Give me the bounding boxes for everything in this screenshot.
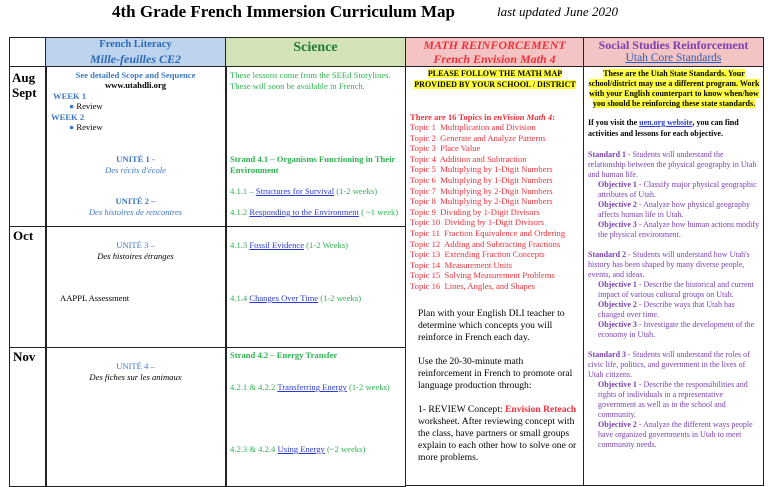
- uen-visit-text: If you visit the uen.org website, you can find activities and lessons for each objective.: [588, 118, 739, 138]
- math-topic: Topic 13 Extending Fraction Concepts: [410, 249, 545, 260]
- science-item-4-1-3: 4.1.3 Fossil Evidence (1-2 Weeks): [230, 240, 349, 250]
- math-topic: Topic 7 Multiplying by 2-Digit Numbers: [410, 185, 553, 196]
- science-item-4-2-1: 4.2.1 & 4.2.2 Transferring Energy (1-2 weeks): [230, 382, 390, 392]
- standard-1: Standard 1 - Students will understand the relationship between the physical geography in Utah and human life. Objective 1 - Classify major physical geographic attributes of Utah. Objective 2 - Analyze how physical geography affects human life in Utah. Objective 3 - Analyze how human actions modify the physical environment.: [588, 150, 762, 240]
- math-topic: Topic 12 Adding and Subtracting Fractions: [410, 238, 561, 249]
- last-updated: last updated June 2020: [497, 4, 618, 19]
- french-header-title: French Literacy: [99, 39, 172, 50]
- week-1-review: ● Review: [69, 101, 103, 111]
- strand-4-2: Strand 4.2 – Energy Transfer: [230, 350, 338, 360]
- math-topic: Topic 9 Dividing by 1-Digit Divisors: [410, 206, 540, 217]
- using-energy-link[interactable]: Using Energy: [277, 444, 325, 454]
- unit-4-title: Des fiches sur les animaux: [89, 372, 182, 382]
- objective: Objective 1 - Describe the responsibilities and rights of individuals in a representative government as well as in the school and community.: [598, 380, 748, 419]
- week-1-label: WEEK 1: [53, 91, 87, 101]
- month-nov: Nov: [13, 349, 36, 364]
- math-topic: Topic 1 Multiplication and Division: [410, 122, 536, 132]
- utahdli-site: www.utahdli.org: [104, 80, 167, 90]
- standard-2: Standard 2 - Students will understand how Utah's history has been shaped by many diverse people, events, and ideas. Objective 1 - Describe the historical and current impact of various cultural groups on Utah. Objective 2 - Describe ways that Utah has changed over time. Objective 3 - Investigate the development of the economy in Utah.: [588, 250, 762, 340]
- unit-1-label: UNITÉ 1 -: [116, 154, 155, 164]
- changes-over-time-link[interactable]: Changes Over Time: [249, 293, 319, 303]
- transferring-energy-link[interactable]: Transferring Energy: [277, 382, 347, 392]
- social-header-title: Social Studies Reinforcement: [598, 38, 749, 52]
- week-2-review: ● Review: [69, 122, 103, 132]
- month-aug-sept: Aug Sept: [12, 70, 37, 100]
- math-topic: Topic 11 Fraction Equivalence and Ordering: [410, 227, 566, 238]
- math-topic: Topic 14 Measurement Units: [410, 259, 513, 270]
- science-item-4-1-4: 4.1.4 Changes Over Time (1-2 weeks): [230, 293, 362, 303]
- fossil-evidence-link[interactable]: Fossil Evidence: [249, 240, 305, 250]
- math-topic: Topic 16 Lines, Angles, and Shapes: [410, 280, 535, 291]
- objective: Objective 3 - Investigate the development of the economy in Utah.: [598, 320, 755, 339]
- math-topic: Topic 2 Generate and Analyze Patterns: [410, 132, 546, 143]
- page-title: 4th Grade French Immersion Curriculum Map: [112, 2, 455, 21]
- french-header-subtitle: Mille-feuilles CE2: [90, 52, 181, 66]
- utah-core-standards-link[interactable]: Utah Core Standards: [625, 52, 722, 64]
- math-notice: PLEASE FOLLOW THE MATH MAP PROVIDED BY YOUR SCHOOL / DISTRICT: [414, 69, 576, 89]
- strand-4-1: Strand 4.1 – Organisms Functioning in Their Environment: [230, 154, 396, 175]
- unit-3-label: UNITÉ 3 –: [116, 240, 155, 250]
- objective: Objective 1 - Describe the historical and current impact of various cultural groups on Utah.: [598, 280, 754, 299]
- standards-list: [588, 150, 762, 460]
- science-header-title: Science: [293, 40, 338, 55]
- science-item-4-2-3: 4.2.3 & 4.2.4 Using Energy (~2 weeks): [230, 444, 366, 454]
- unit-1-title: Des récits d'école: [104, 165, 167, 175]
- objective: Objective 3 - Analyze how human actions modify the physical environment.: [598, 220, 760, 239]
- math-topic: Topic 4 Addition and Subtraction: [410, 153, 527, 164]
- objective: Objective 1 - Classify major physical geographic attributes of Utah.: [598, 180, 757, 199]
- math-topic: Topic 8 Multiplying by 2-Digit Numbers: [410, 196, 553, 207]
- science-intro: These lessons come from the SEEd Storylines. These will soon be available in French.: [230, 70, 391, 91]
- social-notice: These are the Utah State Standards. Your school/district may use a different program. Work with your English counterpart to know when/how you should be reinforcing these state standards.: [588, 69, 760, 108]
- math-header-title: MATH REINFORCEMENT: [423, 38, 566, 52]
- unit-2-label: UNITÉ 2 –: [115, 196, 156, 206]
- responding-to-environment-link[interactable]: Responding to the Environment: [249, 207, 359, 217]
- objective: Objective 2 - Describe ways that Utah has changed over time.: [598, 300, 735, 319]
- aappl-assessment: AAPPL Assessment: [60, 293, 130, 303]
- math-topic: Topic 5 Multiplying by 1-Digit Numbers: [410, 164, 553, 175]
- math-topic: Topic 6 Multiplying by 1-Digit Numbers: [410, 174, 553, 185]
- uen-website-link[interactable]: uen.org website: [639, 118, 693, 127]
- unit-4-label: UNITÉ 4 –: [116, 361, 155, 371]
- week-2-label: WEEK 2: [51, 112, 85, 122]
- month-oct: Oct: [13, 228, 34, 243]
- unit-2-title: Des histoires de rencontres: [88, 207, 183, 217]
- standard-3: Standard 3 - Students will understand the roles of civic life, politics, and government in the lives of Utah citizens. Objective 1 - Describe the responsibilities and rights of individuals in a representative government as well as in the school and community. Objective 2 - Analyze the different ways people have organized governments in Utah to meet community needs.: [588, 350, 762, 450]
- math-topic: Topic 3 Place Value: [410, 143, 481, 154]
- objective: Objective 2 - Analyze how physical geography affects human life in Utah.: [598, 200, 750, 219]
- topics-list: [410, 122, 582, 292]
- science-item-4-1-1: 4.1.1 – Structures for Survival (1-2 weeks): [230, 186, 378, 196]
- structures-for-survival-link[interactable]: Structures for Survival: [255, 186, 335, 196]
- math-plan-text: Plan with your English DLI teacher to determine which concepts you will reinforce in French each day.: [418, 308, 565, 343]
- math-review-text: 1- REVIEW Concept: Envision Reteach worksheet. After reviewing concept with the class, have partners or small groups explain to each other how to solve one or more problems.: [418, 404, 577, 463]
- scope-sequence-text: See detailed Scope and Sequence: [75, 70, 196, 80]
- unit-3-title: Des histoires étranges: [97, 251, 174, 261]
- math-topic: Topic 15 Solving Measurement Problems: [410, 270, 555, 281]
- math-header-subtitle: French Envision Math 4: [433, 52, 556, 66]
- topics-intro: There are 16 Topics in enVision Math 4:: [410, 112, 556, 122]
- science-item-4-1-2: 4.1.2 Responding to the Environment ( ~1 week): [230, 207, 399, 217]
- objective: Objective 2 - Analyze the different ways people have organized governments in Utah to meet community needs.: [598, 420, 753, 449]
- math-topic: Topic 10 Dividing by 1-Digit Divisors: [410, 217, 545, 228]
- math-use-text: Use the 20-30-minute math reinforcement in French to promote oral language production through:: [418, 356, 573, 391]
